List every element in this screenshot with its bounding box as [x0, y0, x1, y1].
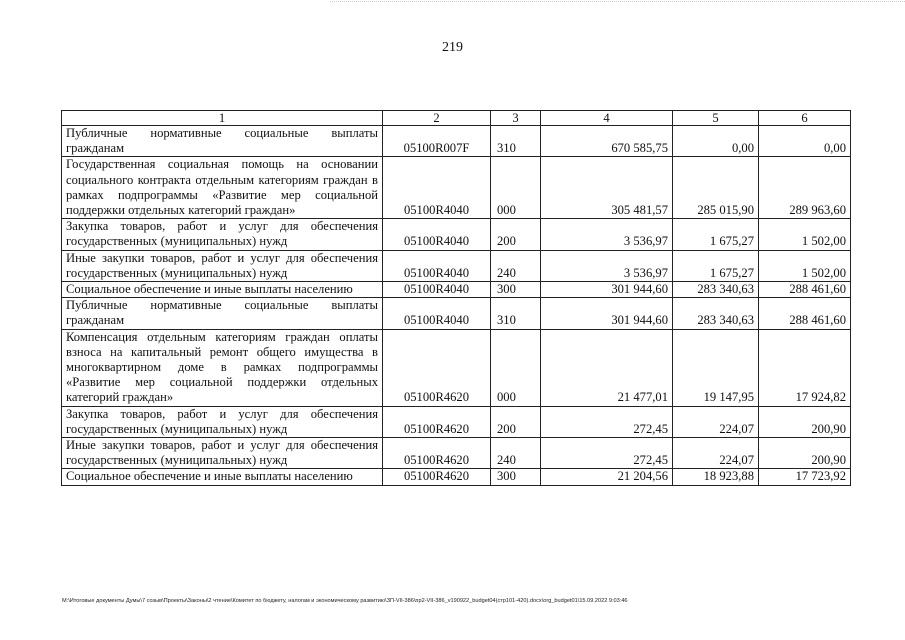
row-code: 05100R4040 — [383, 157, 491, 219]
row-code: 05100R4040 — [383, 250, 491, 281]
row-amount-1: 21 477,01 — [541, 329, 673, 406]
row-amount-3: 17 723,92 — [759, 469, 851, 485]
row-amount-1: 272,45 — [541, 406, 673, 437]
row-amount-1: 272,45 — [541, 438, 673, 469]
row-type: 310 — [491, 126, 541, 157]
row-amount-1: 3 536,97 — [541, 250, 673, 281]
row-amount-3: 289 963,60 — [759, 157, 851, 219]
row-amount-2: 283 340,63 — [673, 282, 759, 298]
row-name: Социальное обеспечение и иные выплаты населению — [62, 282, 383, 298]
row-type: 300 — [491, 469, 541, 485]
row-type: 300 — [491, 282, 541, 298]
row-name: Публичные нормативные социальные выплаты гражданам — [62, 298, 383, 329]
table-row — [62, 219, 851, 250]
row-name: Социальное обеспечение и иные выплаты населению — [62, 469, 383, 485]
row-amount-3: 288 461,60 — [759, 298, 851, 329]
table-row — [62, 469, 851, 485]
row-name: Публичные нормативные социальные выплаты гражданам — [62, 126, 383, 157]
row-amount-2: 283 340,63 — [673, 298, 759, 329]
row-code: 05100R4620 — [383, 438, 491, 469]
row-code: 05100R4620 — [383, 329, 491, 406]
table-row — [62, 282, 851, 298]
table-header-row — [62, 111, 851, 126]
row-amount-2: 224,07 — [673, 438, 759, 469]
row-name: Компенсация отдельным категориям граждан оплаты взноса на капитальный ремонт общего имущества в многоквартирном доме в рамках подпрограммы «Развитие мер социальной поддержки отдельных категорий граждан» — [62, 329, 383, 406]
row-amount-1: 3 536,97 — [541, 219, 673, 250]
row-amount-1: 670 585,75 — [541, 126, 673, 157]
budget-table — [61, 110, 851, 486]
row-amount-3: 0,00 — [759, 126, 851, 157]
row-amount-1: 301 944,60 — [541, 298, 673, 329]
row-amount-2: 224,07 — [673, 406, 759, 437]
row-type: 240 — [491, 250, 541, 281]
row-amount-3: 200,90 — [759, 438, 851, 469]
table-row — [62, 157, 851, 219]
row-type: 200 — [491, 219, 541, 250]
table-row — [62, 126, 851, 157]
row-amount-2: 0,00 — [673, 126, 759, 157]
row-type: 200 — [491, 406, 541, 437]
row-amount-1: 305 481,57 — [541, 157, 673, 219]
row-type: 240 — [491, 438, 541, 469]
row-code: 05100R007F — [383, 126, 491, 157]
row-code: 05100R4040 — [383, 219, 491, 250]
row-amount-3: 200,90 — [759, 406, 851, 437]
column-header-type: 3 — [491, 111, 541, 126]
file-path-footer: M:\Итоговые документы Думы\7 созыв\Проекты\Законы\2 чтение\Комитет по бюджету, налогам и экономическому развитию\ЗП-VII-386\пр2-VII-386_v190922_budget04(стр101-420).docx\org_budget01\15.09.2022 9:03:46 — [62, 598, 628, 604]
row-amount-2: 1 675,27 — [673, 250, 759, 281]
row-amount-3: 288 461,60 — [759, 282, 851, 298]
row-type: 000 — [491, 329, 541, 406]
row-name: Иные закупки товаров, работ и услуг для обеспечения государственных (муниципальных) нужд — [62, 438, 383, 469]
row-code: 05100R4620 — [383, 406, 491, 437]
row-code: 05100R4040 — [383, 298, 491, 329]
page-number: 219 — [442, 40, 463, 55]
table-row — [62, 438, 851, 469]
table-row — [62, 329, 851, 406]
column-header-name: 1 — [62, 111, 383, 126]
row-name: Закупка товаров, работ и услуг для обеспечения государственных (муниципальных) нужд — [62, 219, 383, 250]
column-header-amount-3: 6 — [759, 111, 851, 126]
row-amount-2: 285 015,90 — [673, 157, 759, 219]
row-amount-3: 1 502,00 — [759, 219, 851, 250]
column-header-amount-1: 4 — [541, 111, 673, 126]
row-amount-2: 19 147,95 — [673, 329, 759, 406]
row-amount-2: 18 923,88 — [673, 469, 759, 485]
table-row — [62, 298, 851, 329]
row-amount-2: 1 675,27 — [673, 219, 759, 250]
column-header-code: 2 — [383, 111, 491, 126]
row-amount-1: 301 944,60 — [541, 282, 673, 298]
row-name: Государственная социальная помощь на основании социального контракта отдельным категориям граждан в рамках подпрограммы «Развитие мер социальной поддержки отдельных категорий граждан» — [62, 157, 383, 219]
row-name: Закупка товаров, работ и услуг для обеспечения государственных (муниципальных) нужд — [62, 406, 383, 437]
row-type: 000 — [491, 157, 541, 219]
row-code: 05100R4040 — [383, 282, 491, 298]
scan-top-edge — [330, 1, 905, 2]
column-header-amount-2: 5 — [673, 111, 759, 126]
table-row — [62, 250, 851, 281]
table-row — [62, 406, 851, 437]
row-amount-3: 17 924,82 — [759, 329, 851, 406]
row-type: 310 — [491, 298, 541, 329]
row-amount-1: 21 204,56 — [541, 469, 673, 485]
row-code: 05100R4620 — [383, 469, 491, 485]
row-name: Иные закупки товаров, работ и услуг для обеспечения государственных (муниципальных) нужд — [62, 250, 383, 281]
row-amount-3: 1 502,00 — [759, 250, 851, 281]
